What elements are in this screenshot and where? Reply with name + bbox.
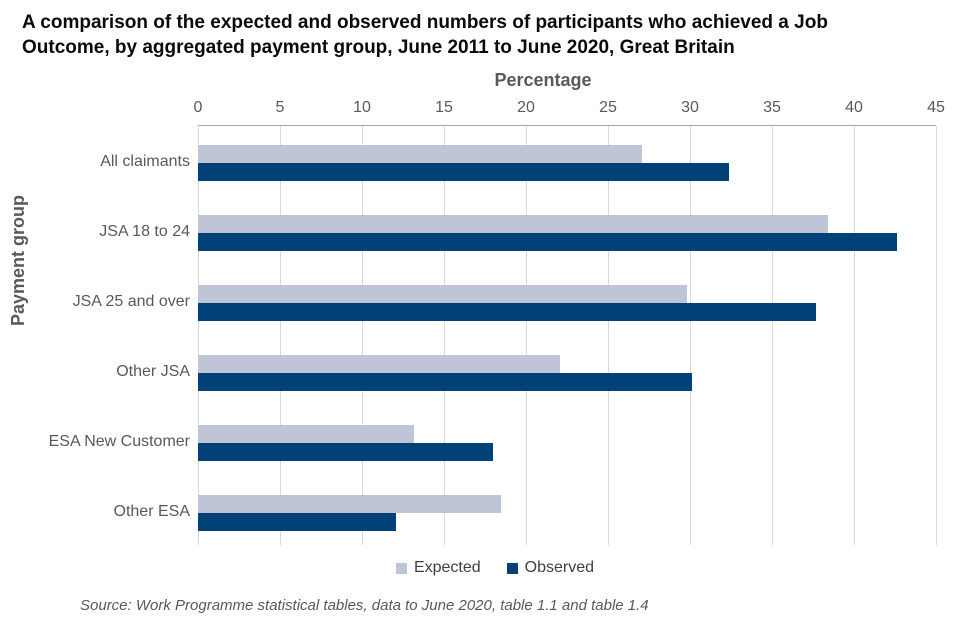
bar-observed-jsa-18-to-24 — [198, 233, 897, 251]
x-tick-label-45: 45 — [927, 99, 945, 116]
bar-group-other-jsa — [198, 336, 936, 406]
x-tick-label-35: 35 — [763, 99, 781, 116]
category-label-esa-new-customer: ESA New Customer — [48, 433, 190, 450]
bar-group-esa-new-customer — [198, 406, 936, 476]
bar-expected-all-claimants — [198, 145, 642, 163]
x-tick-label-20: 20 — [517, 99, 535, 116]
legend-swatch-expected — [396, 563, 407, 574]
chart-title — [22, 10, 938, 60]
bar-observed-esa-new-customer — [198, 443, 493, 461]
bar-group-all-claimants — [198, 126, 936, 196]
chart-title-line-1: A comparison of the expected and observed numbers of participants who achieved a Job — [22, 12, 828, 33]
chart-title-line-2: Outcome, by aggregated payment group, June 2011 to June 2020, Great Britain — [22, 37, 735, 58]
category-label-jsa-25-and-over: JSA 25 and over — [72, 293, 190, 310]
x-tick-label-5: 5 — [275, 99, 285, 116]
legend-label-expected: Expected — [413, 559, 481, 576]
legend-item-observed — [507, 559, 594, 577]
x-tick-label-30: 30 — [681, 99, 699, 116]
bar-expected-esa-new-customer — [198, 425, 414, 443]
bar-expected-other-esa — [198, 495, 501, 513]
x-tick-label-0: 0 — [193, 99, 203, 116]
source-note: Source: Work Programme statistical tables, data to June 2020, table 1.1 and table 1.4 — [80, 597, 649, 614]
bar-expected-jsa-18-to-24 — [198, 215, 828, 233]
x-axis-tick-labels — [193, 99, 945, 119]
category-label-other-jsa: Other JSA — [116, 363, 190, 380]
category-label-jsa-18-to-24: JSA 18 to 24 — [99, 223, 190, 240]
bar-observed-jsa-25-and-over — [198, 303, 816, 321]
bar-group-other-esa — [198, 476, 936, 546]
bar-observed-other-esa — [198, 513, 396, 531]
y-axis-category-labels — [0, 125, 190, 545]
bar-observed-all-claimants — [198, 163, 729, 181]
legend-item-expected — [396, 559, 481, 577]
bar-group-jsa-25-and-over — [198, 266, 936, 336]
bar-observed-other-jsa — [198, 373, 692, 391]
x-tick-label-40: 40 — [845, 99, 863, 116]
bar-group-jsa-18-to-24 — [198, 196, 936, 266]
x-tick-label-25: 25 — [599, 99, 617, 116]
bar-expected-other-jsa — [198, 355, 560, 373]
x-tick-label-15: 15 — [435, 99, 453, 116]
legend — [30, 559, 960, 577]
plot-area — [198, 125, 936, 545]
x-axis-title: Percentage — [494, 70, 592, 90]
gridline-45 — [936, 126, 937, 545]
chart-canvas: A comparison of the expected and observed numbers of participants who achieved a Job Outcome, by aggregated payment group, June 2011 to June 2020, Great Britain Percentage Payment group 0 5 10 15 20 25 30 35 40 45 All claimants JSA 18 to 24 JSA 25 and over Other JSA ESA New Customer Other ESA Expected Observed Source: Work Programme statistical tables, data to June 2020, table 1.1 and table 1.4 — [0, 0, 960, 640]
category-label-other-esa: Other ESA — [113, 503, 190, 520]
x-tick-label-10: 10 — [353, 99, 371, 116]
legend-swatch-observed — [507, 563, 518, 574]
legend-label-observed: Observed — [524, 559, 595, 576]
bar-expected-jsa-25-and-over — [198, 285, 687, 303]
category-label-all-claimants: All claimants — [100, 153, 190, 170]
